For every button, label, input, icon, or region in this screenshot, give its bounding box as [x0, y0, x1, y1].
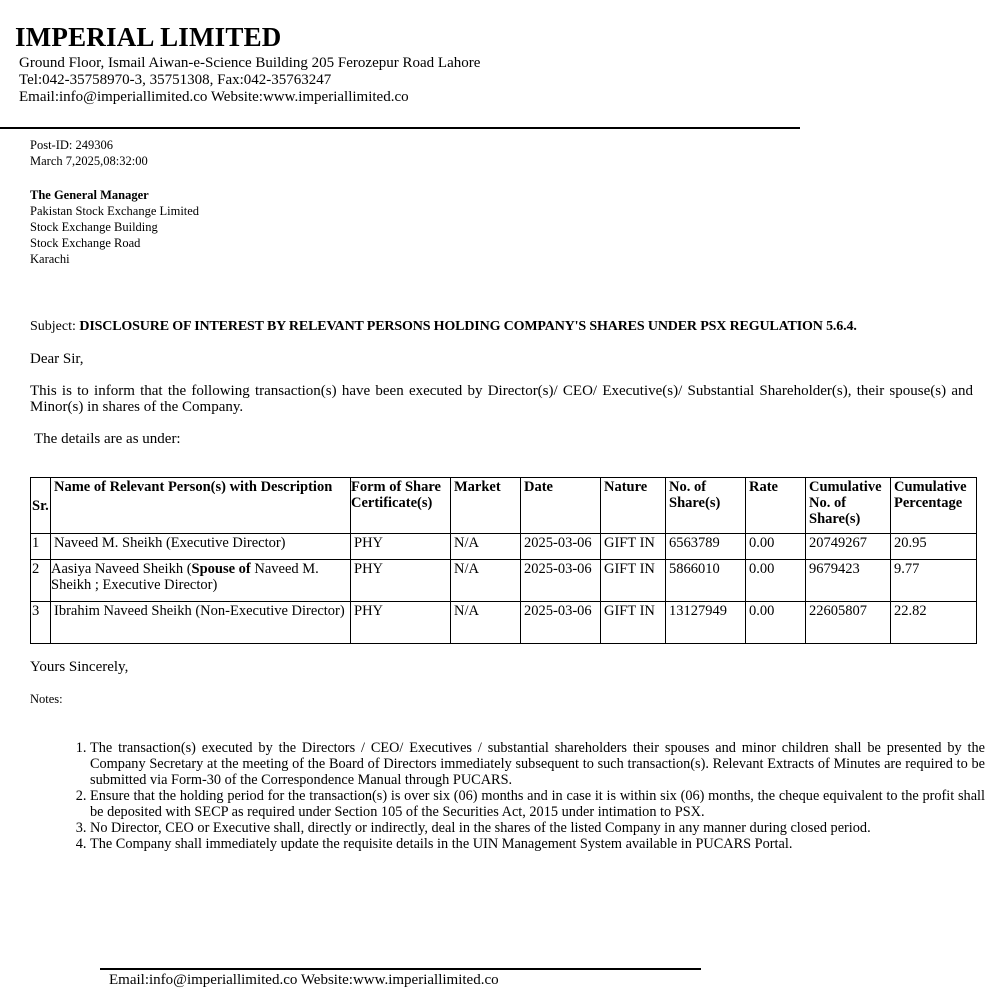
cell-rate: 0.00 — [746, 560, 806, 602]
cell-sr: 2 — [31, 560, 51, 602]
cell-market: N/A — [451, 560, 521, 602]
cell-date: 2025-03-06 — [521, 602, 601, 644]
header-sr: Sr. — [31, 478, 51, 534]
header-date: Date — [521, 478, 601, 534]
cell-cumulative-percentage: 22.82 — [891, 602, 977, 644]
note-item: 2. Ensure that the holding period for the transaction(s) is over six (06) months and in case it is within six (06) months, the cheque equivalent to the profit shall be deposited with SECP as required under Section 105 of the Securities Act, 2015 under intimation to PSX. — [90, 788, 985, 820]
cell-date: 2025-03-06 — [521, 560, 601, 602]
header-nature: Nature — [601, 478, 666, 534]
cell-form: PHY — [351, 560, 451, 602]
notes-label: Notes: — [30, 692, 63, 706]
cell-shares: 6563789 — [666, 534, 746, 560]
cell-name: Naveed M. Sheikh (Executive Director) — [51, 534, 351, 560]
table-row — [31, 602, 977, 644]
header-rate: Rate — [746, 478, 806, 534]
cell-name: Ibrahim Naveed Sheikh (Non-Executive Director) — [51, 602, 351, 644]
recipient-line-4: Karachi — [30, 252, 70, 266]
cell-name-part: Naveed M. Sheikh ; Executive Director) — [51, 561, 319, 593]
cell-name — [51, 560, 351, 602]
cell-cumulative-shares: 22605807 — [806, 602, 891, 644]
table-row — [31, 534, 977, 560]
details-intro: The details are as under: — [34, 431, 181, 447]
cell-cumulative-shares: 20749267 — [806, 534, 891, 560]
header-form: Form of Share Certificate(s) — [351, 478, 451, 534]
header-market: Market — [451, 478, 521, 534]
cell-rate: 0.00 — [746, 602, 806, 644]
note-item: 1. The transaction(s) executed by the Directors / CEO/ Executives / substantial shareholders their spouses and minor children shall be presented by the Company Secretary at the meeting of the Board of Directors immediately subsequent to such transaction(s). Relevant Extracts of Minutes are required to be submitted via Form-30 of the Correspondence Manual through PUCARS. — [90, 740, 985, 788]
cell-name-part: Aasiya Naveed Sheikh ( — [51, 561, 192, 577]
cell-market: N/A — [451, 534, 521, 560]
company-tel-fax: Tel:042-35758970-3, 35751308, Fax:042-35763247 — [19, 72, 332, 88]
recipient-line-3: Stock Exchange Road — [30, 236, 141, 250]
salutation: Dear Sir, — [30, 351, 84, 367]
header-cumulative-percentage: Cumulative Percentage — [891, 478, 977, 534]
cell-sr: 3 — [31, 602, 51, 644]
header-divider — [0, 127, 800, 129]
subject-line — [30, 319, 857, 335]
cell-nature: GIFT IN — [601, 560, 666, 602]
cell-nature: GIFT IN — [601, 602, 666, 644]
cell-form: PHY — [351, 534, 451, 560]
cell-nature: GIFT IN — [601, 534, 666, 560]
cell-form: PHY — [351, 602, 451, 644]
post-id: Post-ID: 249306 — [30, 138, 113, 152]
header-shares: No. of Share(s) — [666, 478, 746, 534]
cell-cumulative-percentage: 9.77 — [891, 560, 977, 602]
cell-cumulative-shares: 9679423 — [806, 560, 891, 602]
post-datetime: March 7,2025,08:32:00 — [30, 154, 148, 168]
closing: Yours Sincerely, — [30, 659, 129, 675]
company-name: IMPERIAL LIMITED — [15, 22, 282, 52]
cell-sr: 1 — [31, 534, 51, 560]
recipient-line-2: Stock Exchange Building — [30, 220, 158, 234]
cell-cumulative-percentage: 20.95 — [891, 534, 977, 560]
notes-list — [30, 740, 985, 852]
table-row — [31, 560, 977, 602]
subject-text: DISCLOSURE OF INTEREST BY RELEVANT PERSONS HOLDING COMPANY'S SHARES UNDER PSX REGULATION 5.6.4. — [79, 319, 857, 334]
footer-email-website: Email:info@imperiallimited.co Website:www.imperiallimited.co — [109, 972, 499, 988]
company-email-website: Email:info@imperiallimited.co Website:www.imperiallimited.co — [19, 89, 409, 105]
table-header-row — [31, 478, 977, 534]
cell-name-relation: Spouse of — [191, 561, 251, 577]
cell-market: N/A — [451, 602, 521, 644]
cell-date: 2025-03-06 — [521, 534, 601, 560]
cell-shares: 13127949 — [666, 602, 746, 644]
subject-label: Subject: — [30, 319, 80, 334]
footer-divider — [100, 968, 701, 970]
recipient-line-1: Pakistan Stock Exchange Limited — [30, 204, 200, 218]
note-item: 3. No Director, CEO or Executive shall, directly or indirectly, deal in the shares of the listed Company in any manner during closed period. — [90, 820, 985, 836]
note-item: 4. The Company shall immediately update the requisite details in the UIN Management System available in PUCARS Portal. — [90, 836, 985, 852]
disclosure-table — [30, 477, 977, 644]
cell-rate: 0.00 — [746, 534, 806, 560]
company-address: Ground Floor, Ismail Aiwan-e-Science Building 205 Ferozepur Road Lahore — [19, 55, 481, 71]
cell-shares: 5866010 — [666, 560, 746, 602]
recipient-title: The General Manager — [30, 188, 149, 202]
header-cumulative-shares: Cumulative No. of Share(s) — [806, 478, 891, 534]
header-name: Name of Relevant Person(s) with Description — [51, 478, 351, 534]
intro-paragraph: This is to inform that the following transaction(s) have been executed by Director(s)/ CEO/ Executive(s)/ Substantial Shareholder(s), their spouse(s) and Minor(s) in shares of the Company. — [30, 383, 973, 415]
